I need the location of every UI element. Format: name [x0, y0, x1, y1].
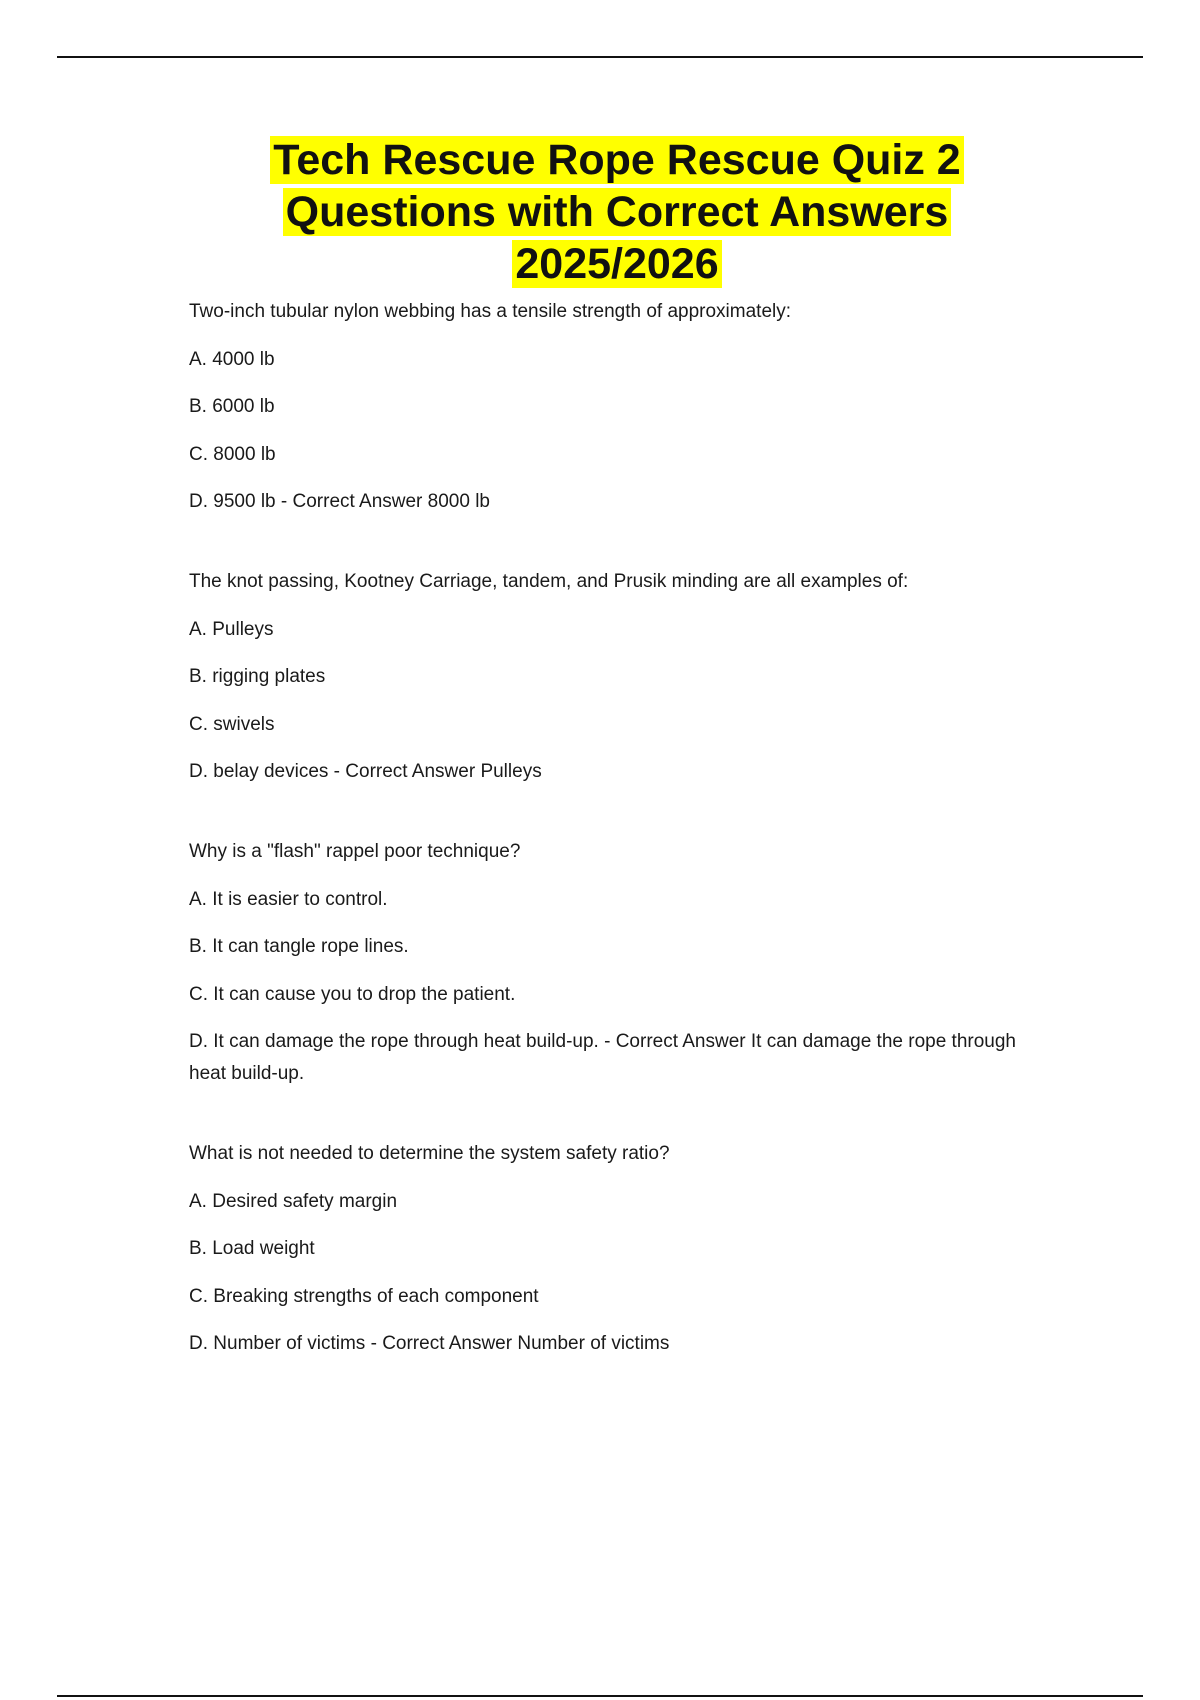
answer-option-b: B. 6000 lb	[189, 396, 275, 417]
answer-option-d: D. belay devices - Correct Answer Pulleys	[189, 761, 542, 782]
answer-option-c: C. 8000 lb	[189, 443, 276, 465]
bottom-rule	[57, 1695, 1143, 1697]
answer-option-b: B. rigging plates	[189, 666, 326, 687]
answer-option-c: C. Breaking strengths of each component	[189, 1285, 539, 1307]
title-line-2: Questions with Correct Answers	[283, 188, 952, 236]
question-block-4	[189, 1138, 1039, 1360]
title-line-1: Tech Rescue Rope Rescue Quiz 2	[270, 136, 963, 184]
document-title	[150, 134, 1084, 290]
answer-option-a: A. 4000 lb	[189, 348, 275, 370]
question-text: Two-inch tubular nylon webbing has a tensile strength of approximately:	[189, 301, 792, 322]
answer-option-b: B. Load weight	[189, 1238, 315, 1259]
answer-option-c: C. swivels	[189, 713, 275, 735]
answer-option-b: B. It can tangle rope lines.	[189, 936, 409, 957]
answer-option-a: A. Pulleys	[189, 618, 274, 640]
quiz-content	[189, 296, 1039, 1360]
question-text: The knot passing, Kootney Carriage, tandem, and Prusik minding are all examples of:	[189, 571, 909, 592]
question-block-1	[189, 296, 1039, 518]
answer-option-d: D. 9500 lb - Correct Answer 8000 lb	[189, 491, 490, 512]
answer-option-c: C. It can cause you to drop the patient.	[189, 983, 516, 1005]
question-text: Why is a "flash" rappel poor technique?	[189, 841, 521, 862]
question-block-3	[189, 836, 1039, 1090]
answer-option-d: D. It can damage the rope through heat build-up. - Correct Answer It can damage the rope through heat build-up.	[189, 1031, 1016, 1084]
answer-option-d: D. Number of victims - Correct Answer Number of victims	[189, 1333, 670, 1354]
question-block-2	[189, 566, 1039, 788]
title-line-3: 2025/2026	[512, 240, 721, 288]
top-rule	[57, 56, 1143, 58]
question-text: What is not needed to determine the system safety ratio?	[189, 1143, 670, 1164]
answer-option-a: A. It is easier to control.	[189, 888, 388, 910]
answer-option-a: A. Desired safety margin	[189, 1190, 398, 1212]
